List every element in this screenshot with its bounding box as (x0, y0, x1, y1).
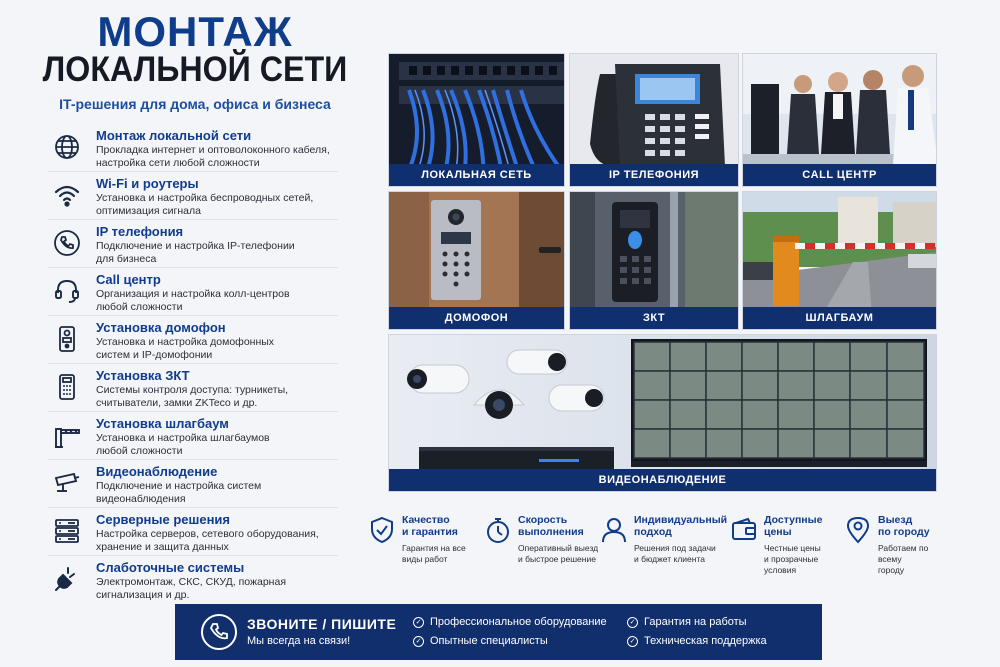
shield-check-icon (368, 516, 396, 544)
service-desc: хранение и защита данных (96, 541, 229, 553)
tile-caption: CALL ЦЕНТР (743, 164, 936, 186)
feature-desc: городу (878, 565, 905, 575)
phone-icon (52, 228, 82, 258)
banner-subtitle: Мы всегда на связи! (247, 635, 351, 647)
service-item-zkt (48, 364, 338, 412)
tile-caption: ДОМОФОН (389, 307, 564, 329)
banner-item (627, 616, 747, 628)
banner-item-label: Опытные специалисты (430, 635, 548, 647)
check-icon: ✓ (627, 636, 638, 647)
banner-item (413, 635, 548, 647)
check-icon: ✓ (627, 617, 638, 628)
feature-title: Выезд (878, 514, 913, 526)
service-title: Установка домофон (96, 320, 226, 335)
stopwatch-icon (484, 516, 512, 544)
tile-caption: ЗКТ (570, 307, 738, 329)
service-desc: Установка и настройка шлагбаумов (96, 432, 270, 444)
page-title-line2: ЛОКАЛЬНОЙ СЕТИ (42, 50, 348, 89)
service-item-wifi (48, 172, 338, 220)
service-desc: сигнализация и др. (96, 589, 190, 601)
service-desc: Установка и настройка беспроводных сетей, (96, 192, 314, 204)
feature-title: выполнения (518, 526, 584, 538)
service-item-lowvoltage (48, 556, 338, 604)
service-item-lan (48, 124, 338, 172)
feature-title: по городу (878, 526, 930, 538)
location-pin-icon (844, 516, 872, 544)
cctv-icon (52, 468, 82, 498)
service-title: IP телефония (96, 224, 184, 239)
feature-desc: Оперативный выезд (518, 543, 599, 553)
feature-desc: и прозрачные условия (764, 554, 819, 575)
feature-title: Индивидуальный (634, 514, 728, 526)
service-item-server (48, 508, 338, 556)
service-desc: любой сложности (96, 301, 183, 313)
feature-title: Качество (402, 514, 450, 526)
tile-call-center (742, 53, 937, 187)
banner-item-label: Профессиональное оборудование (430, 616, 607, 628)
service-title: Установка ЗКТ (96, 368, 190, 383)
tile-cctv (388, 334, 937, 492)
feature-desc: и быстрое решение (518, 554, 596, 564)
banner-item (413, 616, 607, 628)
service-desc: для бизнеса (96, 253, 157, 265)
service-item-ip (48, 220, 338, 268)
banner-item-label: Гарантия на работы (644, 616, 747, 628)
service-desc: Настройка серверов, сетевого оборудования, (96, 528, 319, 540)
feature-desc: и бюджет клиента (634, 554, 705, 564)
feature-title: Доступные (764, 514, 823, 526)
service-item-intercom (48, 316, 338, 364)
feature-desc: Решения под задачи (634, 543, 716, 553)
check-icon: ✓ (413, 617, 424, 628)
service-desc: Установка и настройка домофонных (96, 336, 275, 348)
service-title: Wi-Fi и роутеры (96, 176, 199, 191)
tile-caption: ВИДЕОНАБЛЮДЕНИЕ (389, 469, 936, 491)
service-title: Видеонаблюдение (96, 464, 218, 479)
tile-barrier (742, 191, 937, 330)
service-desc: Прокладка интернет и оптоволоконного кабеля, (96, 144, 330, 156)
service-desc: любой сложности (96, 445, 183, 457)
service-desc: Подключение и настройка систем (96, 480, 262, 492)
check-icon: ✓ (413, 636, 424, 647)
service-item-call (48, 268, 338, 316)
tile-caption: IP ТЕЛЕФОНИЯ (570, 164, 738, 186)
service-desc: считыватели, замки ZKTeco и др. (96, 397, 258, 409)
access-control-icon (52, 372, 82, 402)
feature-quality (368, 514, 488, 570)
feature-title: Скорость (518, 514, 568, 526)
barrier-icon (52, 420, 82, 450)
service-desc: систем и IP-домофонии (96, 349, 213, 361)
service-title: Call центр (96, 272, 161, 287)
service-item-cctv (48, 460, 338, 508)
service-title: Слаботочные системы (96, 560, 245, 575)
server-icon (52, 516, 82, 546)
wifi-icon (52, 180, 82, 210)
phone-icon (201, 614, 237, 650)
service-title: Монтаж локальной сети (96, 128, 252, 143)
globe-icon (52, 132, 82, 162)
banner-item-label: Техническая поддержка (644, 635, 767, 647)
feature-individual (600, 514, 730, 570)
feature-title: подход (634, 526, 672, 538)
service-title: Установка шлагбаум (96, 416, 229, 431)
contact-banner[interactable] (175, 604, 822, 660)
service-desc: оптимизация сигнала (96, 205, 201, 217)
wallet-icon (730, 516, 758, 544)
tile-zkt (569, 191, 739, 330)
feature-title: и гарантия (402, 526, 458, 538)
person-icon (600, 516, 628, 544)
tile-caption: ЛОКАЛЬНАЯ СЕТЬ (389, 164, 564, 186)
service-item-barrier (48, 412, 338, 460)
page-title-line1: МОНТАЖ (97, 8, 293, 55)
plug-icon (52, 564, 82, 594)
intercom-icon (52, 324, 82, 354)
service-desc: видеонаблюдения (96, 493, 186, 505)
banner-item (627, 635, 767, 647)
feature-desc: Работаем по всему (878, 543, 929, 564)
feature-prices (730, 514, 845, 575)
banner-title: ЗВОНИТЕ / ПИШИТЕ (247, 616, 397, 632)
feature-city (844, 514, 954, 575)
tile-lan (388, 53, 565, 187)
feature-desc: Честные цены (764, 543, 821, 553)
feature-title: цены (764, 526, 792, 538)
feature-desc: Гарантия на все (402, 543, 466, 553)
headset-icon (52, 276, 82, 306)
service-desc: Электромонтаж, СКС, СКУД, пожарная (96, 576, 287, 588)
services-list (48, 124, 338, 604)
service-desc: Подключение и настройка IP-телефонии (96, 240, 295, 252)
tile-caption: ШЛАГБАУМ (743, 307, 936, 329)
tile-ip-telephony (569, 53, 739, 187)
tile-intercom (388, 191, 565, 330)
feature-speed (484, 514, 604, 570)
feature-desc: виды работ (402, 554, 448, 564)
page-subtitle: IT-решения для дома, офиса и бизнеса (59, 96, 331, 112)
service-desc: Организация и настройка колл-центров (96, 288, 290, 300)
service-title: Серверные решения (96, 512, 231, 527)
service-desc: настройка сети любой сложности (96, 157, 260, 169)
service-desc: Системы контроля доступа: турникеты, (96, 384, 289, 396)
